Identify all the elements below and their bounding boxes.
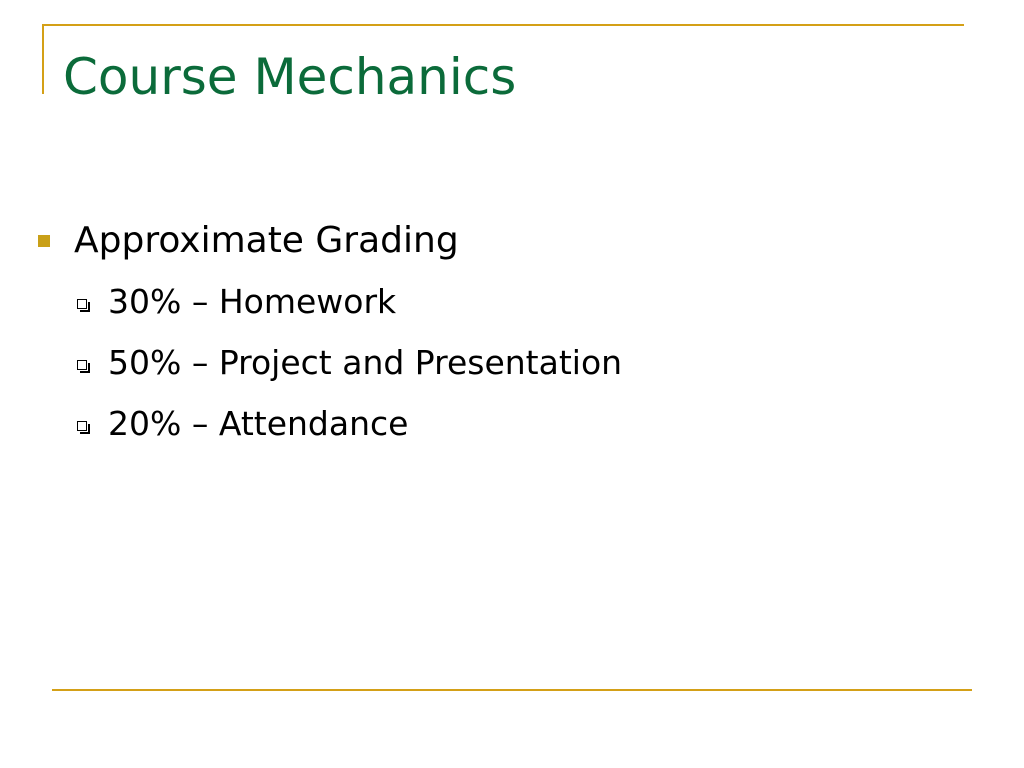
slide-title: Course Mechanics <box>63 48 517 106</box>
sub-bullet-text: 50% – Project and Presentation <box>108 342 623 382</box>
sub-bullet-item-homework <box>77 276 396 326</box>
left-accent-rule <box>42 24 44 94</box>
hollow-square-bullet-icon <box>77 421 87 431</box>
hollow-square-bullet-icon <box>77 360 87 370</box>
bullet-text: Approximate Grading <box>74 219 459 261</box>
sub-bullet-text: 20% – Attendance <box>108 403 409 443</box>
sub-bullet-text: 30% – Homework <box>108 281 397 321</box>
filled-square-bullet-icon <box>38 235 50 247</box>
sub-bullet-item-attendance <box>77 398 408 448</box>
bottom-accent-rule <box>52 689 972 691</box>
hollow-square-bullet-icon <box>77 299 87 309</box>
bullet-item-approximate-grading <box>38 214 459 266</box>
top-accent-rule <box>42 24 964 26</box>
sub-bullet-item-project <box>77 337 622 387</box>
